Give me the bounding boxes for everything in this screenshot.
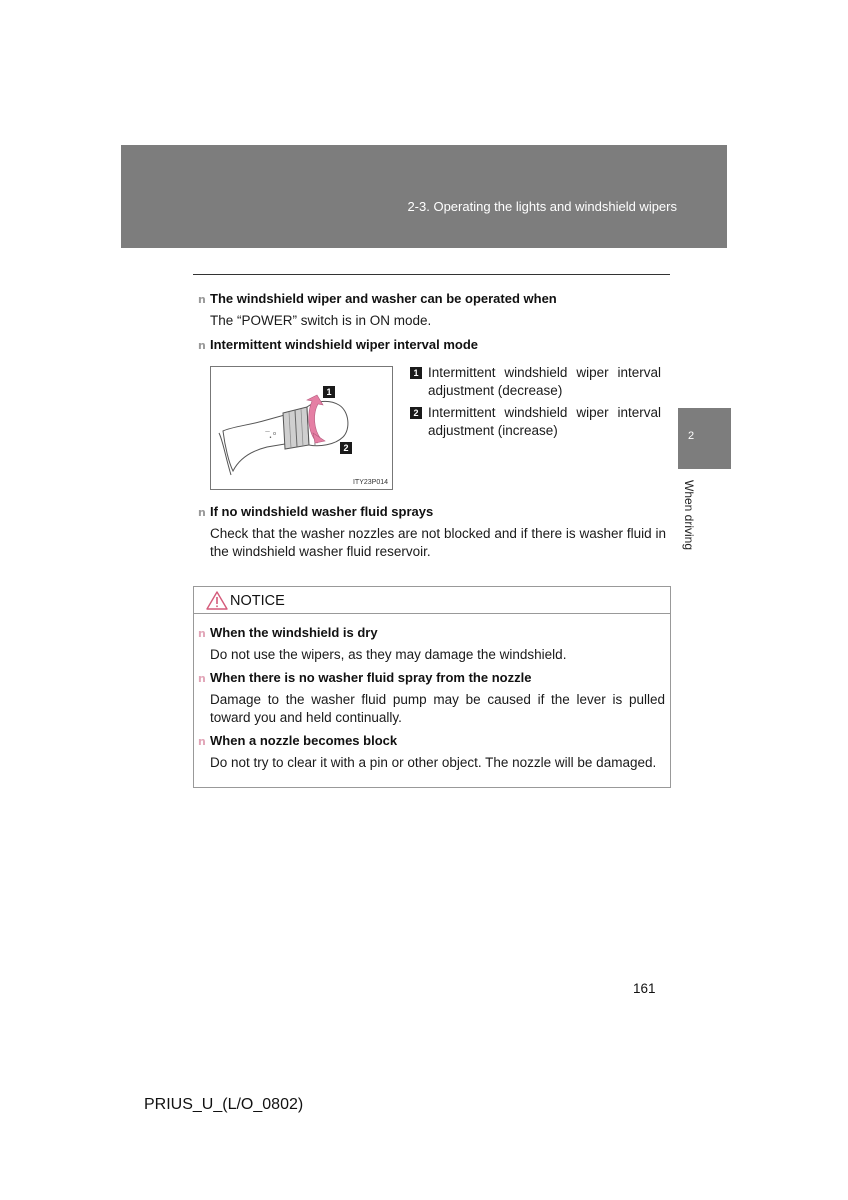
notice-heading-2: n When there is no washer fluid spray from the nozzle	[198, 670, 532, 685]
notice-body-2: Damage to the washer fluid pump may be caused if the lever is pulled toward you and held continually.	[210, 692, 665, 725]
legend-item-1	[410, 364, 661, 400]
legend-item-2	[410, 404, 661, 440]
notice-heading-3: n When a nozzle becomes block	[198, 733, 398, 748]
section-heading-no-fluid: n If no windshield washer fluid sprays	[198, 504, 434, 519]
bullet: n	[198, 339, 206, 352]
bullet: n	[198, 735, 206, 748]
legend-number-1: 1	[410, 367, 422, 379]
callout-2: 2	[340, 442, 352, 454]
chapter-label: When driving	[682, 480, 696, 551]
svg-text:•: •	[269, 435, 272, 441]
legend-text-2: Intermittent windshield wiper interval adjustment (increase)	[428, 405, 661, 438]
notice-box	[193, 586, 671, 788]
wiper-lever-illustration	[211, 367, 392, 489]
svg-text:o: o	[273, 431, 277, 437]
legend-number-2: 2	[410, 407, 422, 419]
figure-code: ITY23P014	[352, 479, 388, 486]
top-rule	[193, 274, 670, 275]
section-title: 2-3. Operating the lights and windshield wipers	[407, 199, 677, 214]
footer-code: PRIUS_U_(L/O_0802)	[144, 1096, 304, 1113]
bullet: n	[198, 672, 206, 685]
notice-header	[194, 587, 670, 614]
header-band	[121, 145, 727, 248]
bullet: n	[198, 293, 206, 306]
notice-title: NOTICE	[230, 593, 285, 609]
notice-body-3: Do not try to clear it with a pin or other object. The nozzle will be damaged.	[210, 755, 657, 770]
chapter-number: 2	[688, 430, 695, 442]
section-body-no-fluid: Check that the washer nozzles are not blocked and if there is washer fluid in the windshield washer fluid reservoir.	[210, 526, 666, 559]
section-body-operation: The “POWER” switch is in ON mode.	[210, 313, 432, 328]
bullet: n	[198, 627, 206, 640]
page-number: 161	[633, 981, 656, 996]
warning-triangle-icon	[206, 591, 228, 610]
notice-heading-1: n When the windshield is dry	[198, 625, 378, 640]
chapter-tab	[678, 408, 731, 469]
legend-text-1: Intermittent windshield wiper interval adjustment (decrease)	[428, 365, 661, 398]
bullet: n	[198, 506, 206, 519]
section-heading-operation: n The windshield wiper and washer can be operated when	[198, 291, 557, 306]
notice-body-1: Do not use the wipers, as they may damage the windshield.	[210, 647, 567, 662]
wiper-lever-figure	[210, 366, 393, 490]
section-heading-interval: n Intermittent windshield wiper interval mode	[198, 337, 478, 352]
callout-1: 1	[323, 386, 335, 398]
svg-text:—: —	[265, 429, 270, 435]
